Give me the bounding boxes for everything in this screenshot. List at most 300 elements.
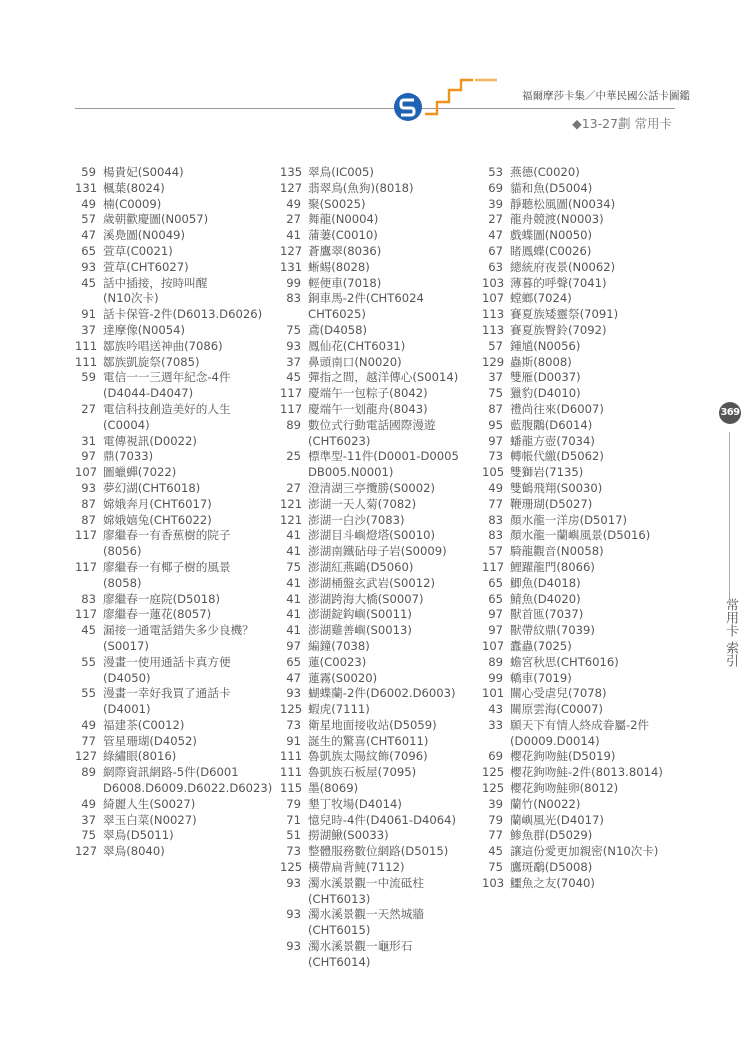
entry-card-name: 漫畫一幸好我買了通話卡 (D4001) xyxy=(103,686,231,717)
entry-card-name: 溪鳧圖(N0049) xyxy=(103,228,186,243)
entry-card-name: 話卡保管-2件(D6013.D6026) xyxy=(103,307,263,322)
entry-page-number: 91 xyxy=(81,307,96,322)
entry-card-name: 蝴蝶蘭-2件(D6002.D6003) xyxy=(308,686,456,701)
entry-card-name: 鯽魚(D4018) xyxy=(510,575,581,590)
entry-page-number: 47 xyxy=(488,228,503,243)
entry-card-name: 綺麗人生(S0027) xyxy=(103,796,196,811)
index-entry xyxy=(75,355,275,371)
entry-page-number: 63 xyxy=(488,259,503,274)
entry-card-name: 顏水龍一洋房(D5017) xyxy=(510,512,628,527)
entry-page-number: 65 xyxy=(81,243,96,258)
entry-page-number: 69 xyxy=(488,749,503,764)
entry-card-name: 濁水溪景觀一天然城牆 (CHT6015) xyxy=(308,907,424,938)
entry-card-name: 澎湖跨海大橋(S0007) xyxy=(308,591,424,606)
index-entry xyxy=(75,655,275,687)
entry-card-name: 戲蝶圖(N0050) xyxy=(510,228,593,243)
entry-page-number: 25 xyxy=(286,449,301,464)
index-entry xyxy=(280,276,485,292)
entry-page-number: 77 xyxy=(488,496,503,511)
entry-card-name: 達摩像(N0054) xyxy=(103,322,186,337)
index-entry xyxy=(75,228,275,244)
entry-page-number: 41 xyxy=(286,607,301,622)
index-entry xyxy=(482,386,687,402)
index-entry xyxy=(482,434,687,450)
index-entry xyxy=(482,418,687,434)
entry-card-name: 話中插接，按時叫醒 (N10次卡) xyxy=(103,275,208,306)
index-entry xyxy=(482,592,687,608)
index-entry xyxy=(75,307,275,323)
entry-card-name: 願天下有情人終成眷屬-2件 (D0009.D0014) xyxy=(510,717,650,748)
index-entry xyxy=(280,844,485,860)
entry-page-number: 131 xyxy=(75,180,98,195)
index-entry xyxy=(482,607,687,623)
entry-card-name: 舞龍(N0004) xyxy=(308,212,379,227)
index-column-2 xyxy=(280,165,485,971)
index-entry xyxy=(75,592,275,608)
entry-page-number: 37 xyxy=(81,322,96,337)
index-entry xyxy=(482,513,687,529)
entry-card-name: 廖繼春一庭院(D5018) xyxy=(103,591,221,606)
entry-card-name: 鄒族吟唱送神曲(7086) xyxy=(103,338,223,353)
entry-page-number: 75 xyxy=(81,828,96,843)
entry-card-name: 福建茶(C0012) xyxy=(103,717,185,732)
index-entry xyxy=(75,197,275,213)
index-entry xyxy=(482,165,687,181)
entry-card-name: 編鐘(7038) xyxy=(308,638,370,653)
entry-page-number: 33 xyxy=(488,717,503,732)
entry-card-name: 雙獅岩(7135) xyxy=(510,465,584,480)
entry-card-name: 藍腹鷴(D6014) xyxy=(510,417,593,432)
index-entry xyxy=(280,260,485,276)
index-entry xyxy=(280,228,485,244)
index-entry xyxy=(75,434,275,450)
entry-card-name: 蘭竹(N0022) xyxy=(510,796,581,811)
entry-card-name: 楓葉(8024) xyxy=(103,180,165,195)
index-entry xyxy=(482,465,687,481)
entry-card-name: 鍾馗(N0056) xyxy=(510,338,581,353)
index-entry xyxy=(280,797,485,813)
entry-page-number: 113 xyxy=(482,307,505,322)
entry-page-number: 45 xyxy=(286,370,301,385)
entry-card-name: 嫦娥奔月(CHT6017) xyxy=(103,496,212,511)
index-entry xyxy=(482,323,687,339)
entry-page-number: 97 xyxy=(81,449,96,464)
entry-page-number: 101 xyxy=(482,686,505,701)
entry-card-name: 轎車(7019) xyxy=(510,670,572,685)
entry-card-name: 撈湖鰍(S0033) xyxy=(308,828,389,843)
index-entry xyxy=(75,828,275,844)
index-column-3 xyxy=(482,165,687,892)
entry-page-number: 105 xyxy=(482,465,505,480)
index-entry xyxy=(280,813,485,829)
entry-page-number: 131 xyxy=(280,259,303,274)
entry-page-number: 41 xyxy=(286,544,301,559)
entry-page-number: 69 xyxy=(488,180,503,195)
entry-page-number: 93 xyxy=(286,907,301,922)
index-entry xyxy=(482,370,687,386)
entry-card-name: 賽夏族矮靈祭(7091) xyxy=(510,307,619,322)
entry-page-number: 129 xyxy=(482,354,505,369)
entry-card-name: 櫻花鉤吻鮭-2件(8013.8014) xyxy=(510,765,663,780)
entry-page-number: 95 xyxy=(488,417,503,432)
index-entry xyxy=(482,355,687,371)
entry-page-number: 59 xyxy=(81,165,96,179)
index-entry xyxy=(482,876,687,892)
entry-page-number: 65 xyxy=(286,654,301,669)
entry-card-name: 貓和魚(D5004) xyxy=(510,180,593,195)
entry-card-name: 電信科技創造美好的人生 (C0004) xyxy=(103,401,231,432)
entry-card-name: 澎湖紅燕鷗(D5060) xyxy=(308,559,414,574)
index-entry xyxy=(482,813,687,829)
index-entry xyxy=(280,355,485,371)
entry-page-number: 93 xyxy=(286,686,301,701)
index-entry xyxy=(482,765,687,781)
entry-page-number: 65 xyxy=(488,575,503,590)
entry-card-name: 蓮霧(S0020) xyxy=(308,670,378,685)
index-entry xyxy=(75,402,275,434)
entry-card-name: 憶兒時-4件(D4061-D4064) xyxy=(308,812,457,827)
entry-card-name: 鞭珊瑚(D5027) xyxy=(510,496,593,511)
entry-card-name: 蘭嶼風光(D4017) xyxy=(510,812,604,827)
entry-card-name: 澎湖錠鈎嶼(S0011) xyxy=(308,607,412,622)
entry-card-name: 騎龍觀音(N0058) xyxy=(510,544,604,559)
entry-page-number: 31 xyxy=(81,433,96,448)
index-entry xyxy=(75,497,275,513)
entry-page-number: 97 xyxy=(488,607,503,622)
index-entry xyxy=(75,212,275,228)
index-entry xyxy=(280,639,485,655)
entry-page-number: 97 xyxy=(488,433,503,448)
entry-page-number: 57 xyxy=(488,338,503,353)
entry-card-name: 歲朝歡慶圖(N0057) xyxy=(103,212,209,227)
index-entry xyxy=(482,497,687,513)
entry-page-number: 125 xyxy=(482,781,505,796)
entry-page-number: 125 xyxy=(482,765,505,780)
index-entry xyxy=(482,291,687,307)
index-entry xyxy=(75,623,275,655)
entry-card-name: 鷹斑鷸(D5008) xyxy=(510,860,593,875)
entry-card-name: 漏接一通電話錯失多少良機？ (S0017) xyxy=(103,623,254,653)
entry-page-number: 111 xyxy=(280,765,303,780)
index-entry xyxy=(280,655,485,671)
index-entry xyxy=(482,655,687,671)
index-entry xyxy=(482,797,687,813)
index-entry xyxy=(280,686,485,702)
entry-page-number: 127 xyxy=(75,844,98,859)
entry-page-number: 41 xyxy=(286,591,301,606)
entry-card-name: 濁水溪景觀一龜形石 (CHT6014) xyxy=(308,939,413,969)
index-entry xyxy=(75,765,275,797)
entry-page-number: 125 xyxy=(280,702,303,717)
index-entry xyxy=(482,307,687,323)
entry-page-number: 39 xyxy=(488,796,503,811)
entry-page-number: 47 xyxy=(81,228,96,243)
entry-card-name: 龍舟競渡(N0003) xyxy=(510,212,604,227)
entry-card-name: 鯉躍龍門(8066) xyxy=(510,559,595,574)
entry-page-number: 27 xyxy=(286,480,301,495)
entry-page-number: 117 xyxy=(280,401,303,416)
index-entry xyxy=(482,860,687,876)
chunghwa-telecom-logo xyxy=(393,92,423,122)
entry-page-number: 89 xyxy=(81,765,96,780)
entry-page-number: 45 xyxy=(81,275,96,290)
entry-page-number: 27 xyxy=(81,401,96,416)
entry-page-number: 39 xyxy=(488,196,503,211)
entry-page-number: 117 xyxy=(280,386,303,401)
entry-card-name: 夢幻湖(CHT6018) xyxy=(103,480,201,495)
entry-page-number: 75 xyxy=(488,860,503,875)
side-section-label: 常用卡 索引 xyxy=(723,598,738,668)
entry-card-name: 蟾宮秋思(CHT6016) xyxy=(510,654,619,669)
entry-card-name: 鼻頭南口(N0020) xyxy=(308,354,402,369)
entry-page-number: 113 xyxy=(482,322,505,337)
index-entry xyxy=(280,576,485,592)
index-entry xyxy=(482,718,687,750)
index-entry xyxy=(482,671,687,687)
entry-card-name: 管星珊瑚(D4052) xyxy=(103,733,197,748)
index-entry xyxy=(75,370,275,402)
page-number-badge: 369 xyxy=(719,402,741,424)
index-entry xyxy=(482,828,687,844)
index-entry xyxy=(482,449,687,465)
entry-page-number: 65 xyxy=(488,591,503,606)
index-entry xyxy=(75,844,275,860)
entry-page-number: 107 xyxy=(482,291,505,306)
index-entry xyxy=(280,876,485,908)
index-entry xyxy=(280,165,485,181)
entry-page-number: 43 xyxy=(488,702,503,717)
entry-page-number: 93 xyxy=(81,480,96,495)
entry-card-name: 鯖魚(D4020) xyxy=(510,591,581,606)
entry-page-number: 51 xyxy=(286,828,301,843)
index-entry xyxy=(482,686,687,702)
entry-card-name: 禮尚往來(D6007) xyxy=(510,401,604,416)
index-entry xyxy=(280,386,485,402)
index-entry xyxy=(75,276,275,308)
entry-card-name: 蠹蟲(7025) xyxy=(510,638,572,653)
entry-page-number: 49 xyxy=(81,796,96,811)
entry-card-name: 關原雲海(C0007) xyxy=(510,702,604,717)
entry-card-name: 翡翠鳥(魚狗)(8018) xyxy=(308,180,414,195)
index-entry xyxy=(280,907,485,939)
index-entry xyxy=(280,828,485,844)
entry-card-name: 廖繼春一有香蕉樹的院子 (8056) xyxy=(103,528,231,559)
header-rule xyxy=(75,108,675,109)
index-entry xyxy=(280,765,485,781)
entry-card-name: 輕便車(7018) xyxy=(308,275,382,290)
entry-card-name: 翠鳥(D5011) xyxy=(103,828,174,843)
entry-card-name: 鯵魚群(D5029) xyxy=(510,828,593,843)
entry-page-number: 135 xyxy=(280,165,303,179)
entry-page-number: 27 xyxy=(488,212,503,227)
index-entry xyxy=(482,197,687,213)
index-entry xyxy=(75,686,275,718)
entry-page-number: 83 xyxy=(488,528,503,543)
entry-page-number: 75 xyxy=(286,559,301,574)
entry-page-number: 37 xyxy=(81,812,96,827)
entry-card-name: 蜥蜴(8028) xyxy=(308,259,370,274)
entry-card-name: 讓這份愛更加親密(N10次卡) xyxy=(510,844,659,859)
entry-page-number: 57 xyxy=(81,212,96,227)
entry-card-name: 澎湖桶盤玄武岩(S0012) xyxy=(308,575,436,590)
index-entry xyxy=(482,623,687,639)
index-entry xyxy=(482,749,687,765)
index-entry xyxy=(482,228,687,244)
entry-page-number: 103 xyxy=(482,875,505,890)
entry-card-name: 櫻花鉤吻鮭卵(8012) xyxy=(510,781,619,796)
index-entry xyxy=(482,639,687,655)
entry-card-name: 廖繼春一蓮花(8057) xyxy=(103,607,212,622)
index-entry xyxy=(280,291,485,323)
entry-page-number: 127 xyxy=(280,243,303,258)
index-entry xyxy=(482,528,687,544)
entry-card-name: 翠玉白菜(N0027) xyxy=(103,812,197,827)
entry-card-name: 燕德(C0020) xyxy=(510,165,580,179)
entry-card-name: 聚(S0025) xyxy=(308,196,366,211)
entry-page-number: 93 xyxy=(286,939,301,954)
entry-page-number: 77 xyxy=(81,733,96,748)
entry-card-name: 蓮(C0023) xyxy=(308,654,367,669)
book-title: 福爾摩莎卡集／中華民國公話卡圖鑑 xyxy=(522,90,690,102)
entry-page-number: 41 xyxy=(286,228,301,243)
index-entry xyxy=(280,718,485,734)
entry-card-name: 澄清湖三亭攬勝(S0002) xyxy=(308,480,436,495)
entry-card-name: 顏水龍一蘭嶼風景(D5016) xyxy=(510,528,651,543)
index-entry xyxy=(280,181,485,197)
entry-card-name: 澎湖一天人菊(7082) xyxy=(308,496,417,511)
index-entry xyxy=(482,339,687,355)
entry-page-number: 55 xyxy=(81,686,96,701)
entry-page-number: 127 xyxy=(280,180,303,195)
entry-page-number: 75 xyxy=(488,386,503,401)
entry-page-number: 87 xyxy=(488,401,503,416)
index-entry xyxy=(280,323,485,339)
index-entry xyxy=(482,781,687,797)
entry-page-number: 91 xyxy=(286,733,301,748)
index-entry xyxy=(75,513,275,529)
entry-page-number: 103 xyxy=(482,275,505,290)
index-entry xyxy=(482,260,687,276)
index-entry xyxy=(75,244,275,260)
index-entry xyxy=(280,212,485,228)
index-column-1 xyxy=(75,165,275,860)
index-entry xyxy=(280,481,485,497)
index-entry xyxy=(482,560,687,576)
entry-card-name: 鼎(7033) xyxy=(103,449,154,464)
entry-card-name: 蒲萋(C0010) xyxy=(308,228,378,243)
index-entry xyxy=(75,718,275,734)
entry-card-name: 總統府夜景(N0062) xyxy=(510,259,616,274)
entry-card-name: 魯凱族石板屋(7095) xyxy=(308,765,417,780)
entry-page-number: 93 xyxy=(286,875,301,890)
entry-card-name: 澎湖南鐵砧母子岩(S0009) xyxy=(308,544,447,559)
entry-card-name: 慶端午一划龍舟(8043) xyxy=(308,401,428,416)
entry-card-name: 澎湖雞善嶼(S0013) xyxy=(308,623,412,638)
entry-card-name: 濁水溪景觀一中流砥柱 (CHT6013) xyxy=(308,875,424,906)
entry-page-number: 37 xyxy=(286,354,301,369)
section-subtitle: ◆13-27劃 常用卡 xyxy=(572,116,672,131)
index-entry xyxy=(482,844,687,860)
entry-card-name: 雙鶴飛翔(S0030) xyxy=(510,480,603,495)
entry-page-number: 99 xyxy=(488,670,503,685)
entry-card-name: 數位式行動電話國際漫遊 (CHT6023) xyxy=(308,417,436,448)
index-entry xyxy=(280,734,485,750)
entry-card-name: 橫帶扁背魨(7112) xyxy=(308,860,405,875)
entry-card-name: 銅車馬-2件(CHT6024 CHT6025) xyxy=(308,291,424,322)
entry-page-number: 117 xyxy=(75,607,98,622)
entry-page-number: 73 xyxy=(286,844,301,859)
entry-card-name: 蟲斯(8008) xyxy=(510,354,572,369)
entry-page-number: 111 xyxy=(280,749,303,764)
entry-page-number: 111 xyxy=(75,354,98,369)
entry-card-name: 關心受虐兒(7078) xyxy=(510,686,607,701)
entry-card-name: 獸帶紋鼎(7039) xyxy=(510,623,595,638)
entry-page-number: 117 xyxy=(482,559,505,574)
entry-card-name: 標準型-11件(D0001-D0005 DB005.N0001) xyxy=(308,449,459,480)
index-entry xyxy=(280,244,485,260)
entry-card-name: 誕生的驚喜(CHT6011) xyxy=(308,733,429,748)
entry-card-name: 螳螂(7024) xyxy=(510,291,572,306)
entry-page-number: 55 xyxy=(81,654,96,669)
entry-page-number: 117 xyxy=(75,559,98,574)
index-entry xyxy=(482,402,687,418)
entry-card-name: 蝦虎(7111) xyxy=(308,702,370,717)
entry-page-number: 41 xyxy=(286,623,301,638)
entry-card-name: 雙雁(D0037) xyxy=(510,370,581,385)
index-entry xyxy=(482,181,687,197)
index-entry xyxy=(75,165,275,181)
index-entry xyxy=(280,449,485,481)
entry-page-number: 83 xyxy=(81,591,96,606)
index-entry xyxy=(280,781,485,797)
index-entry xyxy=(482,244,687,260)
index-entry xyxy=(482,544,687,560)
entry-card-name: 獵豹(D4010) xyxy=(510,386,581,401)
entry-card-name: 蒼鷹翠(8036) xyxy=(308,243,382,258)
index-entry xyxy=(280,623,485,639)
entry-card-name: 萱草(CHT6027) xyxy=(103,259,189,274)
index-entry xyxy=(75,813,275,829)
entry-page-number: 37 xyxy=(488,370,503,385)
entry-page-number: 45 xyxy=(488,844,503,859)
entry-card-name: 圖蠟蟬(7022) xyxy=(103,465,177,480)
entry-card-name: 綠繡眼(8016) xyxy=(103,749,177,764)
entry-page-number: 127 xyxy=(75,749,98,764)
entry-card-name: 澎湖一白沙(7083) xyxy=(308,512,405,527)
entry-card-name: 賽夏族臀鈴(7092) xyxy=(510,322,607,337)
index-entry xyxy=(482,702,687,718)
index-entry xyxy=(75,560,275,592)
entry-page-number: 57 xyxy=(488,544,503,559)
entry-page-number: 75 xyxy=(286,322,301,337)
entry-page-number: 111 xyxy=(75,338,98,353)
index-entry xyxy=(482,576,687,592)
entry-card-name: 彈指之間，越洋傳心(S0014) xyxy=(308,370,459,385)
index-entry xyxy=(482,212,687,228)
entry-page-number: 83 xyxy=(286,291,301,306)
entry-card-name: 嫦娥嬉兔(CHT6022) xyxy=(103,512,212,527)
entry-card-name: 墾丁牧場(D4014) xyxy=(308,796,402,811)
index-entry xyxy=(75,465,275,481)
entry-page-number: 79 xyxy=(488,812,503,827)
entry-card-name: 櫻花鉤吻鮭(D5019) xyxy=(510,749,616,764)
index-entry xyxy=(280,339,485,355)
entry-page-number: 27 xyxy=(286,212,301,227)
entry-page-number: 87 xyxy=(81,496,96,511)
entry-page-number: 89 xyxy=(488,654,503,669)
entry-card-name: 鄒族凱旋祭(7085) xyxy=(103,354,200,369)
entry-page-number: 59 xyxy=(81,370,96,385)
